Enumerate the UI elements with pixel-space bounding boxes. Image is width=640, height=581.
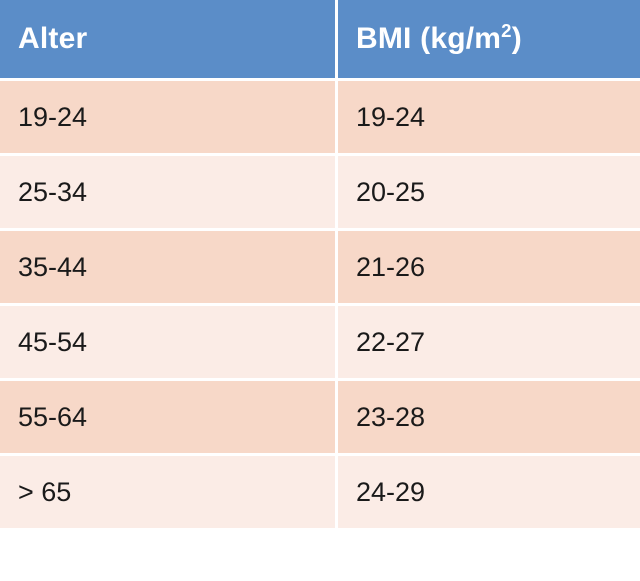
column-header-bmi-exponent: 2	[501, 20, 512, 41]
table-row	[0, 231, 640, 306]
cell-age: 19-24	[0, 81, 338, 156]
table-header	[0, 0, 640, 81]
cell-bmi: 23-28	[338, 381, 640, 456]
cell-age: 25-34	[0, 156, 338, 231]
cell-age: 55-64	[0, 381, 338, 456]
cell-bmi: 19-24	[338, 81, 640, 156]
cell-bmi: 20-25	[338, 156, 640, 231]
table-row	[0, 81, 640, 156]
table-row	[0, 381, 640, 456]
table-header-row	[0, 0, 640, 81]
cell-age: 45-54	[0, 306, 338, 381]
table-body	[0, 81, 640, 528]
table-row	[0, 156, 640, 231]
cell-bmi: 22-27	[338, 306, 640, 381]
column-header-bmi	[338, 0, 640, 81]
cell-age: 35-44	[0, 231, 338, 306]
table-row	[0, 306, 640, 381]
cell-bmi: 24-29	[338, 456, 640, 528]
cell-bmi: 21-26	[338, 231, 640, 306]
column-header-bmi-prefix: BMI (kg/m	[356, 22, 502, 55]
column-header-bmi-suffix: )	[511, 22, 522, 55]
column-header-age: Alter	[0, 0, 338, 81]
cell-age: > 65	[0, 456, 338, 528]
table-row	[0, 456, 640, 528]
